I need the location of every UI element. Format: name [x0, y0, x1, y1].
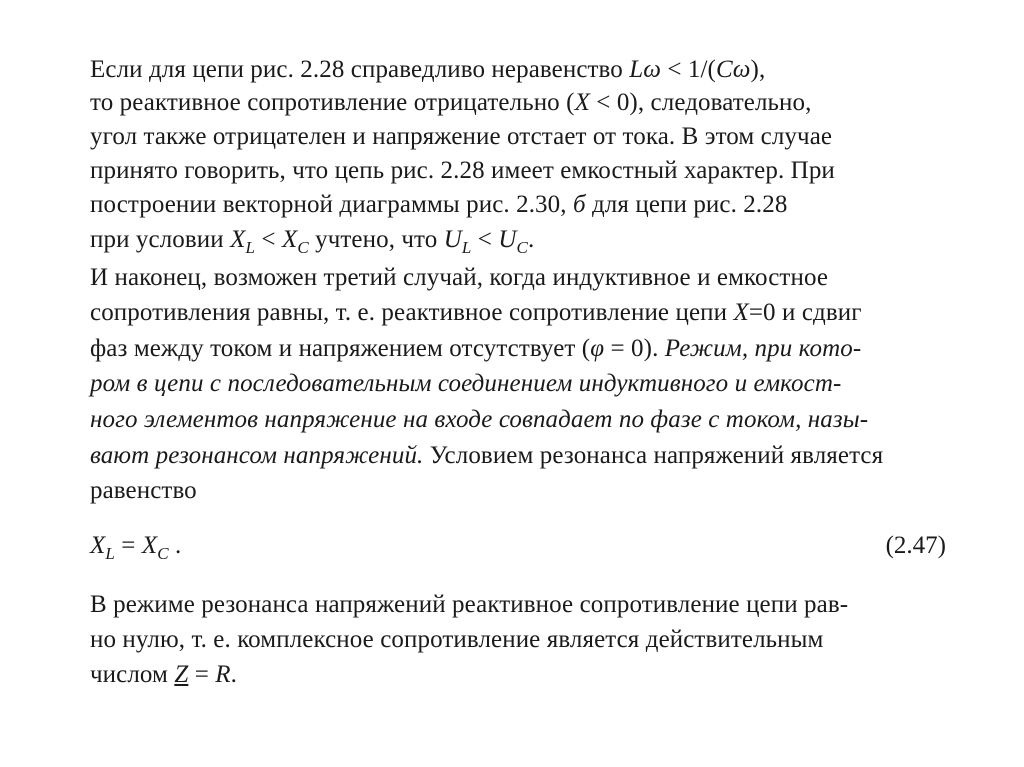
p3-line-1: В режиме резонанса напряжений реактивное сопротивление цепи рав-	[90, 591, 849, 618]
equation-2-47	[90, 530, 181, 570]
p1-line-2	[90, 87, 811, 119]
p1-line-4: принято говорить, что цепь рис. 2.28 имеет емкостный характер. При	[90, 157, 835, 184]
text: <	[471, 226, 499, 253]
math: Lω	[629, 56, 662, 83]
text: сопротивления равны, т. е. реактивное сопротивление цепи	[90, 299, 734, 326]
subscript: C	[297, 238, 309, 257]
math: R	[215, 661, 231, 688]
p1-line-5	[90, 189, 787, 221]
equation-number: (2.47)	[885, 532, 946, 559]
p2-line-2	[90, 297, 862, 329]
p2-line-1: И наконец, возможен третий случай, когда индуктивное и емкостное	[90, 264, 829, 291]
p2-line-5: ного элементов напряжение на входе совпадает по фазе с током, назы-	[90, 406, 869, 433]
math: U	[498, 226, 517, 253]
text: при условии	[90, 226, 231, 253]
text: .	[230, 661, 237, 688]
subscript: L	[461, 238, 472, 257]
p1-line-3: угол также отрицателен и напряжение отстает от тока. В этом случае	[90, 123, 833, 150]
text: <	[255, 226, 282, 253]
math: U	[443, 226, 462, 253]
math: Cω	[716, 56, 751, 83]
text: =	[188, 661, 216, 688]
text: =	[114, 532, 142, 559]
math-underlined: Z	[174, 661, 189, 688]
text: < 1/(	[661, 56, 716, 83]
math: б	[572, 191, 586, 218]
text: то реактивное сопротивление отрицательно (	[90, 89, 575, 116]
subscript: L	[245, 238, 256, 257]
text: .	[168, 532, 182, 559]
math: X	[141, 532, 158, 559]
text: = 0).	[604, 335, 665, 362]
p3-line-2: но нулю, т. е. комплексное сопротивление является действительным	[90, 626, 824, 653]
italic-text: Режим, при кото-	[664, 335, 862, 362]
text: фаз между током и напряжением отсутствует (	[90, 335, 591, 362]
p2-line-7: равенство	[90, 477, 197, 504]
subscript: C	[157, 544, 169, 563]
text: учтено, что	[308, 226, 444, 253]
text: построении векторной диаграммы рис. 2.30,	[90, 191, 573, 218]
p3-line-3	[90, 659, 237, 691]
p2-line-6	[90, 440, 883, 472]
italic-text: вают резонансом напряжений.	[90, 442, 424, 469]
p1-line-6	[90, 224, 534, 264]
math: X	[90, 532, 106, 559]
p1-line-1	[90, 54, 765, 86]
text: < 0), следовательно,	[589, 89, 812, 116]
math: X	[733, 299, 749, 326]
subscript: C	[516, 238, 528, 257]
subscript: L	[105, 544, 115, 563]
text: Если для цепи рис. 2.28 справедливо неравенство	[90, 56, 630, 83]
text: числом	[90, 661, 175, 688]
text: .	[527, 226, 535, 253]
math: φ	[590, 335, 605, 362]
math: X	[574, 89, 590, 116]
text: =0 и сдвиг	[748, 299, 862, 326]
math: X	[281, 226, 298, 253]
text: для цепи рис. 2.28	[585, 191, 788, 218]
p2-line-4: ром в цепи с последовательным соединением индуктивного и емкост-	[90, 370, 842, 397]
math: X	[230, 226, 246, 253]
text: Условием резонанса напряжений является	[423, 442, 884, 469]
text: ),	[750, 56, 766, 83]
p2-line-3	[90, 333, 861, 365]
